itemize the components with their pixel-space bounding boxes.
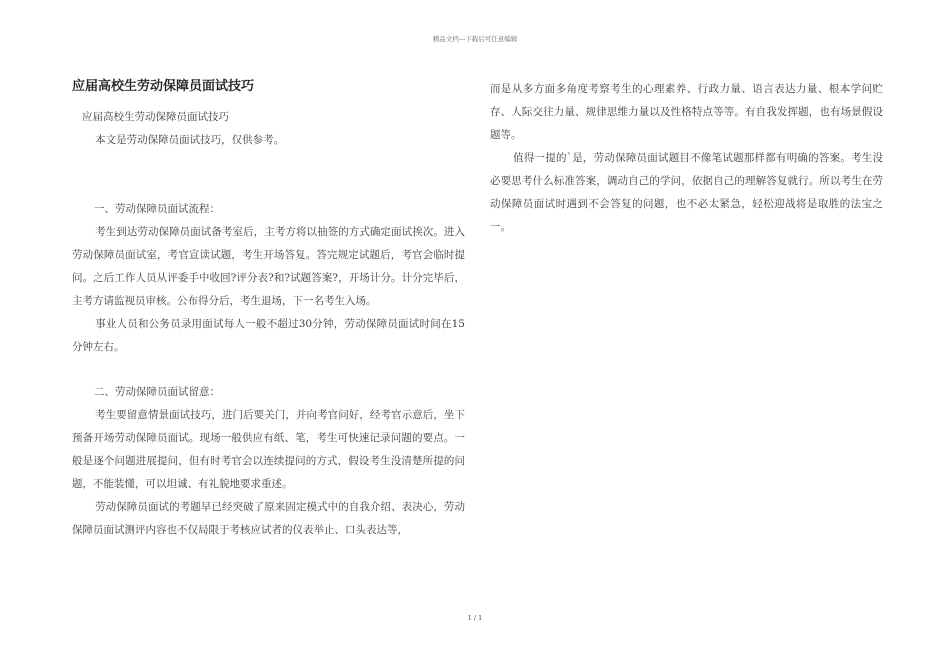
section-2-paragraph-2: 劳动保障员面试的考题早已经突破了原来固定模式中的自我介绍、表决心，劳动保障员面试测评内容也不仅局限于考核应试者的仪表举止、口头表达等， [72, 501, 465, 536]
header-note: 精品文档---下载后可任意编辑 [432, 35, 518, 43]
section-1-paragraph-2: 事业人员和公务员录用面试每人一般不超过30分钟，劳动保障员面试时间在15分钟左右。 [72, 318, 465, 353]
section-2-paragraph-1: 考生要留意情景面试技巧，进门后要关门，并向考官问好，经考官示意后，坐下预备开场劳动保障员面试。现场一般供应有纸、笔，考生可快速记录问题的要点。一般是逐个问题进展提问，但有时考官会以连续提问的方式，假设考生没清楚所提的问题，不能装懂，可以坦诚、有礼貌地要求重述。 [72, 409, 465, 490]
spacer [72, 152, 465, 198]
section-1-paragraph-1: 考生到达劳动保障员面试备考室后，主考方将以抽签的方式确定面试挨次。进入劳动保障员面试室，考官宣读试题，考生开场答复。答完规定试题后，考官会临时提问。之后工作人员从评委手中收回?评分表?和?试题答案?，开场计分。计分完毕后，主考方请监视员审核。公布得分后，考生退场，下一名考生入场。 [72, 226, 465, 307]
section-2-heading: 二、劳动保障员面试留意： [94, 386, 220, 398]
right-column [490, 78, 883, 239]
right-column-paragraph-2: 值得一提的`是，劳动保障员面试题目不像笔试题那样都有明确的答案。考生没必要思考什么标准答案，调动自己的学问，依据自己的理解答复就行。所以考生在劳动保障员面试时遇到不会答复的问题，也不必太紧急，轻松迎战将是取胜的法宝之一。 [490, 152, 883, 233]
intro-paragraph: 本文是劳动保障员面试技巧，仅供参考。 [95, 134, 285, 146]
document-subtitle: 应届高校生劳动保障员面试技巧 [82, 111, 229, 123]
spacer [72, 359, 465, 381]
left-column [72, 78, 465, 542]
document-title: 应届高校生劳动保障员面试技巧 [72, 79, 255, 94]
page-number: 1 / 1 [467, 614, 483, 622]
right-column-paragraph-1: 而是从多方面多角度考察考生的心理素养、行政力量、语言表达力量、根本学问贮存、人际交往力量、规律思维力量以及性格特点等等。有自我发挥题，也有场景假设题等。 [490, 83, 883, 141]
section-1-heading: 一、劳动保障员面试流程： [94, 203, 220, 215]
